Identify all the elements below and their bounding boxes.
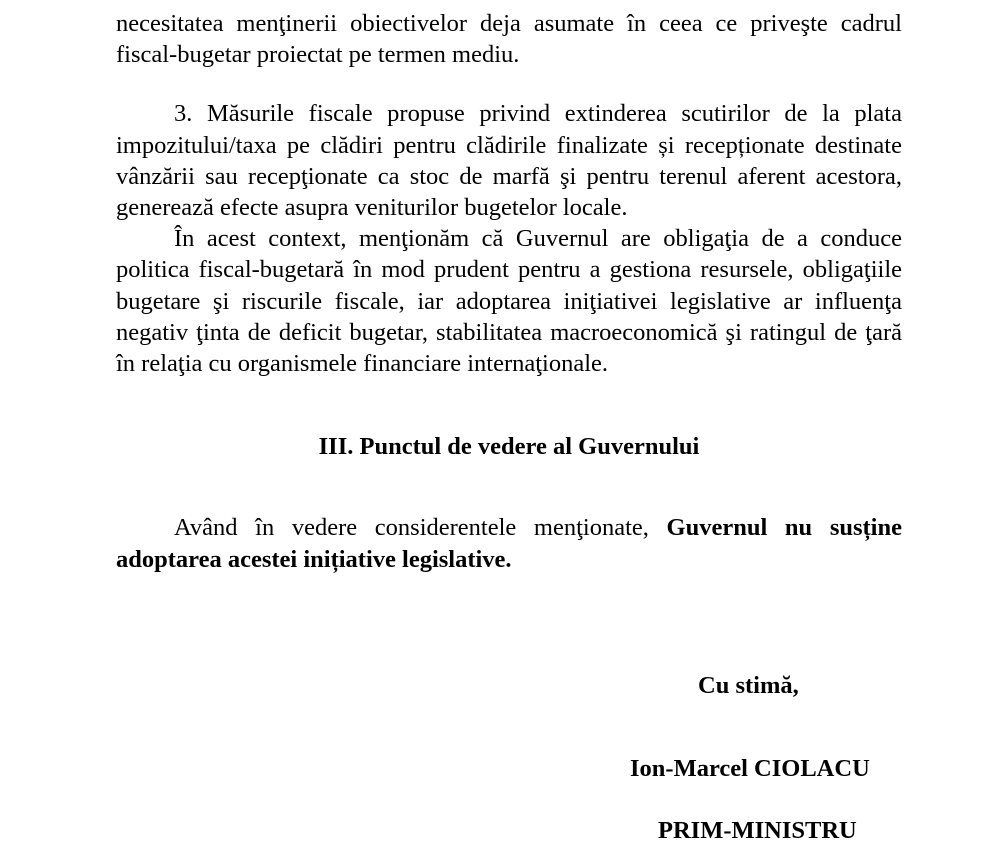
spacer (116, 70, 902, 98)
conclusion-intro: Având în vedere considerentele menţionate, (174, 514, 667, 542)
spacer (116, 379, 902, 431)
closing-salutation: Cu stimă, (698, 672, 799, 699)
signer-name: Ion-Marcel CIOLACU (630, 755, 870, 782)
paragraph-context: În acest context, menţionăm că Guvernul are obligaţia de a conduce politica fiscal-bugetară în mod prudent pentru a gestiona resursele, obligaţiile bugetare şi riscurile fiscale, iar adoptarea iniţiativei legislative ar influenţa negativ ţinta de deficit bugetar, stabilitatea macroeconomică şi ratingul de ţară în relaţia cu organismele financiare internaţionale. (116, 225, 902, 378)
section-heading: III. Punctul de vedere al Guvernului (318, 433, 700, 461)
conclusion-paragraph (116, 512, 902, 574)
paragraph-point-3: 3. Măsurile fiscale propuse privind extinderea scutirilor de la plata impozitului/taxa pe clădiri pentru clădirile finalizate și recepționate destinate vânzării sau recepţionate ca stoc de marfă şi pentru terenul aferent acestora, generează efecte asupra veniturilor bugetelor locale. (116, 100, 902, 222)
signer-title: PRIM-MINISTRU (658, 817, 857, 844)
paragraph-continuation: necesitatea menţinerii obiectivelor deja asumate în ceea ce priveşte cadrul fiscal-bugetar proiectat pe termen mediu. (116, 10, 902, 69)
conclusion-statement: Guvernul nu susține adoptarea acestei inițiative legislative. (116, 514, 902, 573)
spacer (116, 462, 902, 512)
document-body (116, 8, 902, 575)
